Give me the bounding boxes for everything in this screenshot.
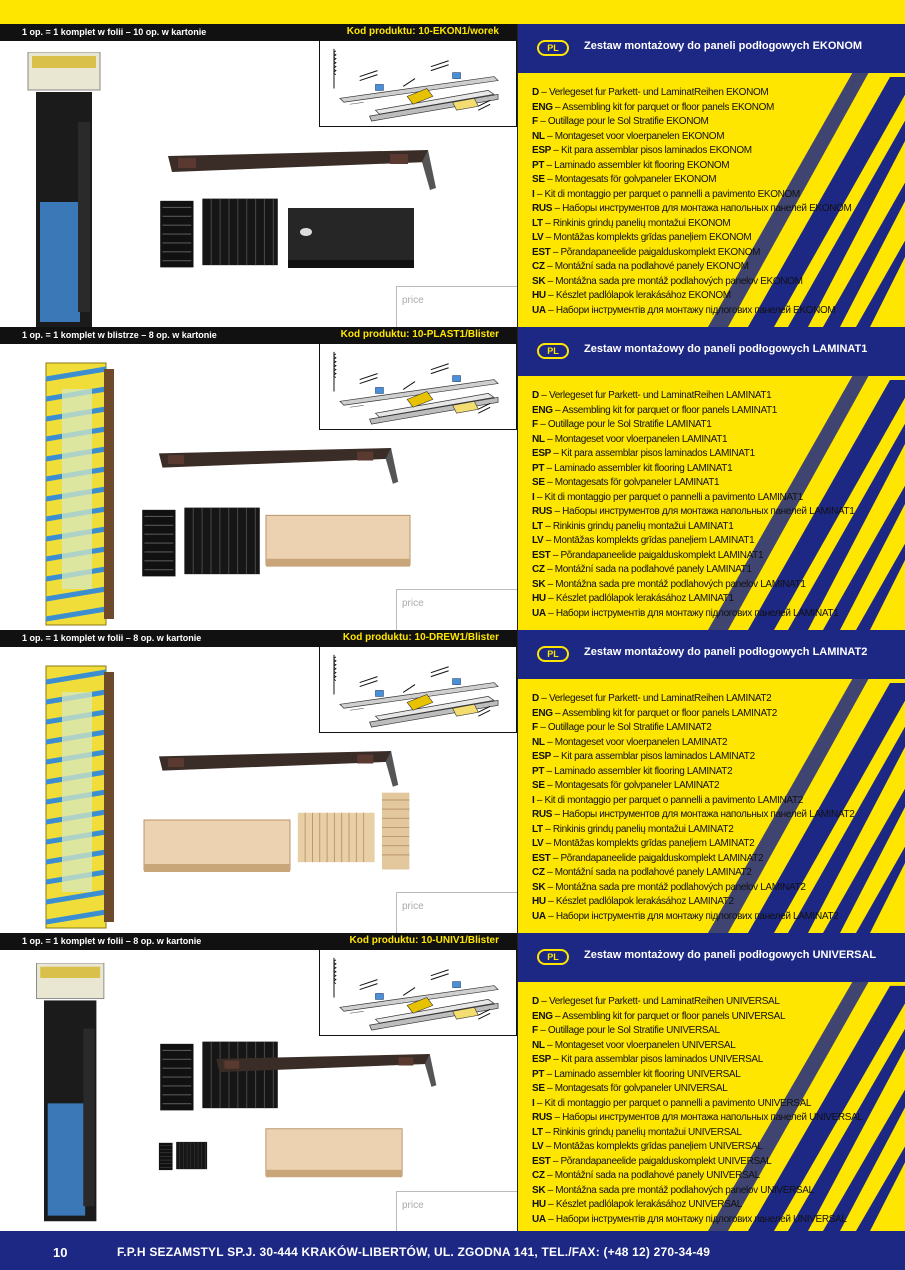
translation-text: – Наборы инструментов для монтажа напольных панелей LAMINAT1 [552, 506, 855, 517]
language-code: I [532, 491, 535, 503]
installation-diagram [319, 41, 517, 127]
translation-item [532, 707, 902, 722]
language-code: SE [532, 780, 545, 791]
product-header [0, 327, 517, 344]
language-code: RUS [532, 809, 553, 820]
product-panel [0, 630, 517, 933]
product-section-universal [0, 933, 905, 1231]
language-code: LV [532, 232, 544, 243]
price-label: price [402, 1200, 424, 1211]
pack-info: 1 op. = 1 komplet w folii – 8 op. w kartonie [22, 633, 202, 643]
top-yellow-bar [0, 0, 905, 24]
translation-item [532, 188, 902, 203]
translation-text: – Montagesats för golvpaneler LAMINAT1 [544, 477, 720, 488]
translation-text: – Montāžas komplekts grīdas paneļiem UNIVERSAL [543, 1141, 763, 1152]
product-panel [0, 933, 517, 1231]
language-code: UA [532, 304, 546, 316]
translation-text: – Rinkinis grindų panelių montažui UNIVERSAL [542, 1126, 742, 1138]
translation-item [532, 866, 902, 881]
translation-item [532, 1126, 902, 1141]
pl-badge: PL [537, 646, 569, 662]
language-code: UA [532, 607, 546, 619]
language-code: I [532, 794, 535, 806]
product-package-image [40, 359, 120, 629]
title-bar [518, 24, 905, 73]
language-code: F [532, 722, 538, 733]
pack-info: 1 op. = 1 komplet w folii – 10 op. w kartonie [22, 27, 207, 37]
translation-item [532, 217, 902, 232]
translation-item [532, 289, 902, 304]
title-bar [518, 327, 905, 376]
translation-text: – Laminado assembler kit flooring LAMINAT1 [544, 462, 733, 474]
language-code: LT [532, 1126, 543, 1138]
translation-item [532, 794, 902, 809]
translation-item [532, 1068, 902, 1083]
language-code: UA [532, 1213, 546, 1225]
product-code: Kod produktu: 10-DREW1/Blister [342, 632, 499, 643]
language-code: I [532, 188, 535, 200]
translation-item [532, 1155, 902, 1170]
wood-wedges-image [296, 790, 424, 874]
translation-text: – Outillage pour le Sol Stratifie EKONOM [537, 116, 709, 127]
description-panel [517, 327, 905, 630]
product-header [0, 933, 517, 950]
translation-item [532, 520, 902, 535]
translation-text: – Montageset voor vloerpanelen UNIVERSAL [544, 1039, 736, 1051]
translation-item [532, 304, 902, 319]
language-code: UA [532, 910, 546, 922]
product-code: Kod produktu: 10-PLAST1/Blister [340, 329, 499, 340]
translation-text: – Набори інструментів для монтажу підлогових панелей UNIVERSAL [545, 1213, 847, 1225]
translation-item [532, 1010, 902, 1025]
translation-text: – Набори інструментів для монтажу підлогових панелей LAMINAT1 [545, 607, 839, 619]
language-code: LV [532, 1141, 544, 1152]
language-code: HU [532, 1199, 546, 1210]
translation-text: – Montážna sada pre montáž podlahových panelov EKONOM [545, 275, 803, 287]
translation-text: – Készlet padlólapok lerakásához LAMINAT2 [545, 896, 734, 907]
pl-badge: PL [537, 343, 569, 359]
translation-text: – Kit para assemblar pisos laminados UNIVERSAL [550, 1054, 763, 1065]
language-code: F [532, 1025, 538, 1036]
translation-item [532, 275, 902, 290]
product-panel [0, 327, 517, 630]
language-code: PT [532, 462, 545, 474]
product-section-laminat1 [0, 327, 905, 630]
translation-item [532, 433, 902, 448]
product-package-image [28, 963, 118, 1225]
translation-item [532, 910, 902, 925]
translation-item [532, 462, 902, 477]
translation-item [532, 447, 902, 462]
translation-item [532, 418, 902, 433]
language-code: PT [532, 159, 545, 171]
translation-item [532, 808, 902, 823]
product-title: Zestaw montażowy do paneli podłogowych LAMINAT2 [584, 646, 868, 658]
language-code: D [532, 87, 539, 98]
translation-text: – Laminado assembler kit flooring LAMINAT2 [544, 765, 733, 777]
translation-text: – Készlet padlólapok lerakásához EKONOM [545, 290, 731, 301]
translation-item [532, 1024, 902, 1039]
translations-list [532, 86, 902, 318]
translation-item [532, 534, 902, 549]
language-code: LV [532, 535, 544, 546]
translation-text: – Rinkinis grindų panelių montažui LAMINAT1 [542, 520, 734, 532]
language-code: EST [532, 1155, 551, 1167]
translation-text: – Laminado assembler kit flooring EKONOM [544, 159, 730, 171]
tapping-block-image [142, 816, 292, 876]
spacer-wedges-image [140, 503, 262, 581]
translation-text: – Набори інструментів для монтажу підлогових панелей LAMINAT2 [545, 910, 839, 922]
language-code: F [532, 116, 538, 127]
pl-badge: PL [537, 949, 569, 965]
translation-item [532, 895, 902, 910]
translation-item [532, 202, 902, 217]
translation-text: – Assembling kit for parquet or floor panels EKONOM [552, 101, 774, 113]
title-bar [518, 933, 905, 982]
spacer-wedges-image [158, 194, 280, 272]
product-section-ekonom [0, 24, 905, 327]
price-label: price [402, 598, 424, 609]
translations-list [532, 389, 902, 621]
pack-info: 1 op. = 1 komplet w blistrze – 8 op. w kartonie [22, 330, 217, 340]
translation-text: – Montageset voor vloerpanelen LAMINAT1 [544, 433, 728, 445]
translation-item [532, 750, 902, 765]
product-panel [0, 24, 517, 327]
translation-item [532, 592, 902, 607]
translation-item [532, 721, 902, 736]
language-code: CZ [532, 564, 545, 575]
translation-item [532, 231, 902, 246]
pl-badge: PL [537, 40, 569, 56]
language-code: HU [532, 593, 546, 604]
company-address: F.P.H SEZAMSTYL SP.J. 30-444 KRAKÓW-LIBERTÓW, UL. ZGODNA 141, TEL./FAX: (+48 12) 270-34-49 [117, 1245, 711, 1259]
translation-item [532, 837, 902, 852]
translation-item [532, 1053, 902, 1068]
language-code: D [532, 996, 539, 1007]
translation-text: – Kit di montaggio per parquet o pannelli a pavimento UNIVERSAL [534, 1097, 812, 1109]
language-code: ESP [532, 1054, 551, 1065]
translation-item [532, 1169, 902, 1184]
language-code: EST [532, 549, 551, 561]
language-code: ESP [532, 448, 551, 459]
language-code: SE [532, 477, 545, 488]
translation-item [532, 1140, 902, 1155]
description-panel [517, 24, 905, 327]
translation-text: – Assembling kit for parquet or floor panels UNIVERSAL [552, 1010, 786, 1022]
translation-text: – Montagesats för golvpaneler UNIVERSAL [544, 1083, 728, 1094]
language-code: ESP [532, 751, 551, 762]
tapping-block-image [228, 1125, 440, 1181]
translation-text: – Montážní sada na podlahové panely LAMINAT2 [544, 867, 752, 878]
tapping-bar-image [208, 1049, 438, 1105]
translation-item [532, 779, 902, 794]
translation-text: – Assembling kit for parquet or floor panels LAMINAT2 [552, 707, 777, 719]
language-code: I [532, 1097, 535, 1109]
translation-item [532, 881, 902, 896]
translation-text: – Montážna sada pre montáž podlahových panelov LAMINAT1 [545, 578, 806, 590]
translation-item [532, 1097, 902, 1112]
translation-text: – Kit di montaggio per parquet o pannelli a pavimento LAMINAT2 [534, 794, 803, 806]
translation-text: – Montážna sada pre montáž podlahových panelov UNIVERSAL [545, 1184, 814, 1196]
translation-item [532, 246, 902, 261]
language-code: SK [532, 275, 546, 287]
translation-item [532, 173, 902, 188]
translations-list [532, 995, 902, 1227]
translation-text: – Наборы инструментов для монтажа напольных панелей UNIVERSAL [552, 1112, 863, 1123]
translation-text: – Наборы инструментов для монтажа напольных панелей LAMINAT2 [552, 809, 855, 820]
language-code: LT [532, 823, 543, 835]
translation-item [532, 1184, 902, 1199]
product-header [0, 630, 517, 647]
translation-item [532, 476, 902, 491]
translation-text: – Montagesats för golvpaneler LAMINAT2 [544, 780, 720, 791]
translation-text: – Kit para assemblar pisos laminados LAMINAT2 [550, 751, 755, 762]
translation-item [532, 1039, 902, 1054]
translation-text: – Põrandapaneelide paigalduskomplekt LAMINAT1 [550, 549, 764, 561]
language-code: ENG [532, 1010, 553, 1022]
language-code: RUS [532, 203, 553, 214]
translation-text: – Verlegeset fur Parkett- und LaminatReihen EKONOM [538, 87, 769, 98]
language-code: ENG [532, 404, 553, 416]
translation-text: – Наборы инструментов для монтажа напольных панелей EKONOM [552, 203, 852, 214]
language-code: EST [532, 246, 551, 258]
translation-text: – Montāžas komplekts grīdas paneļiem LAMINAT1 [543, 535, 755, 546]
translation-item [532, 505, 902, 520]
product-section-laminat2 [0, 630, 905, 933]
language-code: NL [532, 433, 545, 445]
language-code: PT [532, 1068, 545, 1080]
translation-text: – Verlegeset fur Parkett- und LaminatReihen UNIVERSAL [538, 996, 780, 1007]
language-code: D [532, 693, 539, 704]
translation-text: – Põrandapaneelide paigalduskomplekt LAMINAT2 [550, 852, 764, 864]
product-code: Kod produktu: 10-EKON1/worek [346, 26, 499, 37]
translation-item [532, 86, 902, 101]
translation-text: – Montageset voor vloerpanelen LAMINAT2 [544, 736, 728, 748]
translation-item [532, 389, 902, 404]
translation-item [532, 607, 902, 622]
product-code: Kod produktu: 10-UNIV1/Blister [349, 935, 499, 946]
language-code: SE [532, 174, 545, 185]
translation-item [532, 101, 902, 116]
translation-text: – Verlegeset fur Parkett- und LaminatReihen LAMINAT1 [538, 390, 772, 401]
translation-text: – Põrandapaneelide paigalduskomplekt UNIVERSAL [550, 1155, 772, 1167]
translation-text: – Rinkinis grindų panelių montažui EKONOM [542, 217, 731, 229]
language-code: CZ [532, 867, 545, 878]
price-box [396, 286, 517, 327]
language-code: NL [532, 736, 545, 748]
translation-item [532, 578, 902, 593]
price-label: price [402, 295, 424, 306]
spacer-wedges-stack-image [158, 1121, 208, 1191]
translation-item [532, 736, 902, 751]
translation-item [532, 1198, 902, 1213]
translation-text: – Montážní sada na podlahové panely LAMINAT1 [544, 564, 752, 575]
language-code: ESP [532, 145, 551, 156]
translation-text: – Rinkinis grindų panelių montažui LAMINAT2 [542, 823, 734, 835]
tapping-block-image [286, 202, 416, 272]
translation-text: – Kit para assemblar pisos laminados EKONOM [550, 145, 752, 156]
translation-text: – Készlet padlólapok lerakásához LAMINAT1 [545, 593, 734, 604]
language-code: LT [532, 217, 543, 229]
translation-text: – Montážna sada pre montáž podlahových panelov LAMINAT2 [545, 881, 806, 893]
product-package-image [22, 52, 112, 327]
translation-text: – Põrandapaneelide paigalduskomplekt EKONOM [550, 246, 761, 258]
translation-item [532, 852, 902, 867]
translation-item [532, 765, 902, 780]
translation-text: – Kit para assemblar pisos laminados LAMINAT1 [550, 448, 755, 459]
price-box [396, 1191, 517, 1231]
installation-diagram [319, 344, 517, 430]
translation-text: – Montageset voor vloerpanelen EKONOM [544, 130, 725, 142]
translation-text: – Outillage pour le Sol Stratifie LAMINAT2 [537, 722, 712, 733]
language-code: SK [532, 1184, 546, 1196]
translation-item [532, 823, 902, 838]
language-code: HU [532, 290, 546, 301]
translation-item [532, 692, 902, 707]
product-title: Zestaw montażowy do paneli podłogowych LAMINAT1 [584, 343, 868, 355]
language-code: ENG [532, 101, 553, 113]
translation-text: – Montážní sada na podlahové panely EKONOM [544, 261, 749, 272]
translation-text: – Assembling kit for parquet or floor panels LAMINAT1 [552, 404, 777, 416]
language-code: SK [532, 578, 546, 590]
language-code: EST [532, 852, 551, 864]
language-code: PT [532, 765, 545, 777]
language-code: D [532, 390, 539, 401]
title-bar [518, 630, 905, 679]
translation-item [532, 144, 902, 159]
language-code: ENG [532, 707, 553, 719]
translation-item [532, 995, 902, 1010]
language-code: RUS [532, 506, 553, 517]
language-code: HU [532, 896, 546, 907]
translation-text: – Outillage pour le Sol Stratifie UNIVERSAL [537, 1025, 720, 1036]
page-footer [0, 1231, 905, 1270]
price-label: price [402, 901, 424, 912]
translation-text: – Набори інструментів для монтажу підлогових панелей EKONOM [545, 304, 836, 316]
translation-text: – Montagesats för golvpaneler EKONOM [544, 174, 717, 185]
product-title: Zestaw montażowy do paneli podłogowych UNIVERSAL [584, 949, 877, 961]
translation-item [532, 1111, 902, 1126]
product-title: Zestaw montażowy do paneli podłogowych EKONOM [584, 40, 863, 52]
language-code: SK [532, 881, 546, 893]
translation-item [532, 115, 902, 130]
translation-item [532, 563, 902, 578]
translation-item [532, 549, 902, 564]
page-number: 10 [53, 1245, 68, 1260]
translation-text: – Kit di montaggio per parquet o pannelli a pavimento LAMINAT1 [534, 491, 803, 503]
pack-info: 1 op. = 1 komplet w folii – 8 op. w kartonie [22, 936, 202, 946]
translation-text: – Montāžas komplekts grīdas paneļiem EKONOM [543, 232, 752, 243]
language-code: CZ [532, 1170, 545, 1181]
language-code: CZ [532, 261, 545, 272]
translation-item [532, 491, 902, 506]
installation-diagram [319, 950, 517, 1036]
price-box [396, 892, 517, 933]
translation-text: – Készlet padlólapok lerakásához UNIVERSAL [545, 1199, 742, 1210]
tapping-bar-image [150, 443, 400, 503]
translation-item [532, 159, 902, 174]
product-header [0, 24, 517, 41]
translation-text: – Montāžas komplekts grīdas paneļiem LAMINAT2 [543, 838, 755, 849]
product-package-image [40, 662, 120, 932]
translation-item [532, 260, 902, 275]
language-code: NL [532, 1039, 545, 1051]
translation-text: – Laminado assembler kit flooring UNIVERSAL [544, 1068, 741, 1080]
translation-text: – Kit di montaggio per parquet o pannelli a pavimento EKONOM [534, 188, 800, 200]
description-panel [517, 630, 905, 933]
language-code: RUS [532, 1112, 553, 1123]
translation-text: – Verlegeset fur Parkett- und LaminatReihen LAMINAT2 [538, 693, 772, 704]
translation-item [532, 404, 902, 419]
description-panel [517, 933, 905, 1231]
translation-item [532, 1213, 902, 1228]
language-code: SE [532, 1083, 545, 1094]
language-code: LV [532, 838, 544, 849]
translation-item [532, 130, 902, 145]
language-code: LT [532, 520, 543, 532]
translation-text: – Montážní sada na podlahové panely UNIVERSAL [544, 1170, 760, 1181]
translation-text: – Outillage pour le Sol Stratifie LAMINAT1 [537, 419, 712, 430]
translation-item [532, 1082, 902, 1097]
price-box [396, 589, 517, 630]
installation-diagram [319, 647, 517, 733]
language-code: F [532, 419, 538, 430]
tapping-block-image [264, 511, 412, 571]
translations-list [532, 692, 902, 924]
language-code: NL [532, 130, 545, 142]
